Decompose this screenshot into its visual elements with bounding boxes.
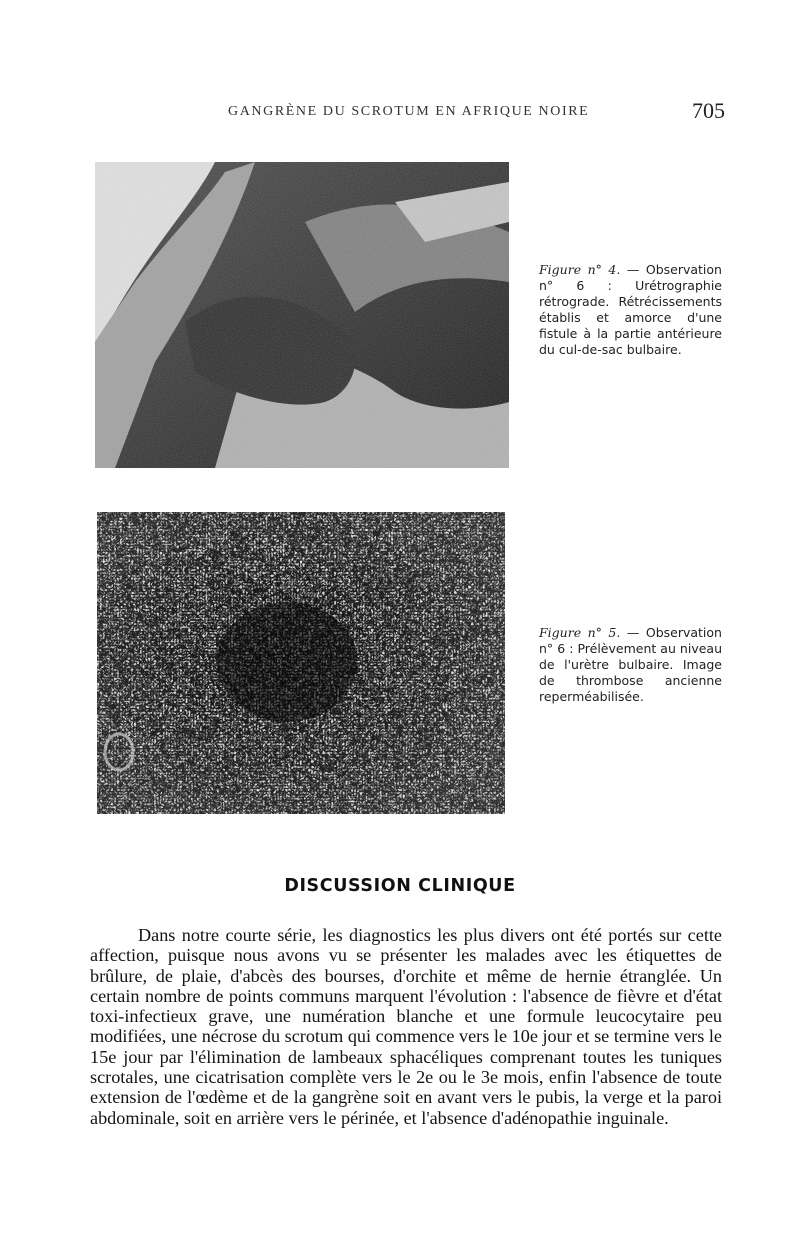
- figure-4-caption: [539, 262, 722, 358]
- figure-5-caption-text: — Observation n° 6 : Prélèvement au niveau de l'urètre bulbaire. Image de thrombose ancienne reperméabilisée.: [539, 625, 722, 704]
- figure-5-micrograph-image: [97, 512, 505, 814]
- section-heading: DISCUSSION CLINIQUE: [284, 876, 516, 896]
- running-head: GANGRÈNE DU SCROTUM EN AFRIQUE NOIRE: [228, 104, 590, 119]
- body-paragraph: Dans notre courte série, les diagnostics les plus divers ont été portés sur cette affection, puisque nous avons vu se présenter les malades avec les étiquettes de brûlure, de plaie, d'abcès des bourses, d'orchite et même de hernie étranglée. Un certain nombre de points communs marquent l'évolution : l'absence de fièvre et d'état toxi-infectieux grave, une numération blanche et une formule leucocytaire peu modifiées, une nécrose du scrotum qui commence vers le 10e jour et se termine vers le 15e jour par l'élimination de lambeaux sphacéliques comprenant toutes les tuniques scrotales, une cicatrisation complète vers le 2e ou le 3e mois, enfin l'absence de toute extension de l'œdème et de la gangrène soit en avant vers le pubis, la verge et la paroi abdominale, soit en arrière vers le périnée, et l'absence d'adénopathie inguinale.: [90, 925, 722, 1128]
- figure-4-caption-text: — Observation n° 6 : Urétrographie rétrograde. Rétrécissements établis et amorce d'une fistule à la partie antérieure du cul-de-sac bulbaire.: [539, 262, 722, 357]
- page-number: 705: [692, 98, 725, 123]
- figure-4-xray-image: [95, 162, 509, 468]
- figure-4-label: Figure n° 4.: [539, 262, 621, 277]
- figure-5-label: Figure n° 5.: [539, 625, 621, 640]
- figure-5-caption: [539, 625, 722, 705]
